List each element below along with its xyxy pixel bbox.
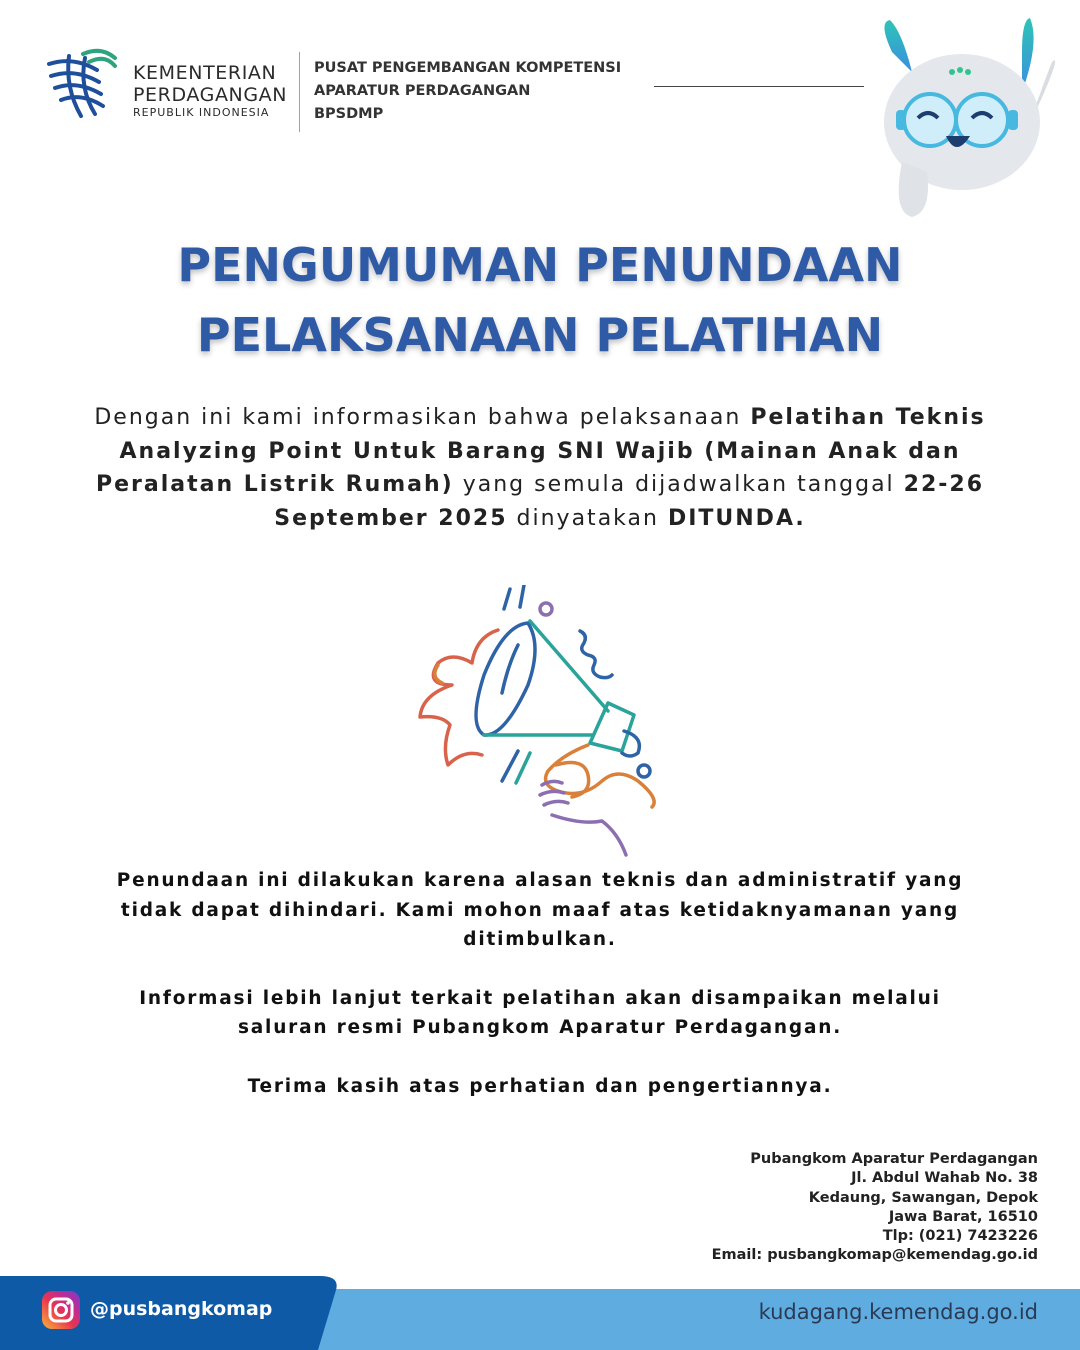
header-rule <box>654 86 864 87</box>
org-name <box>314 57 621 126</box>
org-name-line2: APARATUR PERDAGANGAN <box>314 83 531 99</box>
ministry-name-line2: PERDAGANGAN <box>133 84 288 106</box>
training-name: Pelatihan Teknis Analyzing Point Untuk Barang SNI Wajib (Mainan Anak dan Peralatan Listrik Rumah) <box>95 405 986 497</box>
intro-text-3: dinyatakan <box>507 505 668 531</box>
org-name-line3: BPSDMP <box>314 106 384 122</box>
address-email[interactable]: Email: pusbangkomap@kemendag.go.id <box>711 1247 1038 1264</box>
ministry-name-line1: KEMENTERIAN <box>133 62 277 84</box>
instagram-handle[interactable]: @pusbangkomap <box>90 1298 273 1320</box>
address-phone: Tlp: (021) 7423226 <box>882 1228 1038 1245</box>
announcement-intro <box>90 401 990 535</box>
ministry-name-line3: REPUBLIK INDONESIA <box>133 106 270 119</box>
page-title-line1: PENGUMUMAN PENUNDAAN <box>177 238 903 292</box>
address-name: Pubangkom Aparatur Perdagangan <box>750 1151 1038 1167</box>
announcement-body <box>90 866 990 1130</box>
training-dates: 22-26 September 2025 <box>274 472 985 531</box>
body-paragraph-3: Terima kasih atas perhatian dan pengertiannya. <box>247 1075 833 1097</box>
address-street: Jl. Abdul Wahab No. 38 <box>851 1170 1038 1187</box>
mascot-icon <box>872 12 1068 222</box>
address-area: Kedaung, Sawangan, Depok <box>808 1189 1038 1206</box>
contact-address <box>712 1150 1038 1266</box>
intro-text-2: yang semula dijadwalkan tanggal <box>453 472 904 497</box>
body-paragraph-1: Penundaan ini dilakukan karena alasan teknis dan administratif yang tidak dapat dihindari. Kami mohon maaf atas ketidaknyamanan yang ditimbulkan. <box>116 870 964 950</box>
header <box>0 0 1080 220</box>
header-divider <box>299 52 300 132</box>
body-paragraph-2: Informasi lebih lanjut terkait pelatihan akan disampaikan melalui saluran resmi Pubangkom Aparatur Perdagangan. <box>139 987 941 1038</box>
megaphone-icon <box>412 585 668 860</box>
page-title <box>0 230 1080 370</box>
website-link[interactable]: kudagang.kemendag.go.id <box>758 1300 1038 1324</box>
address-province: Jawa Barat, 16510 <box>888 1208 1038 1225</box>
ministry-logo-icon <box>45 48 117 120</box>
status-text: DITUNDA. <box>667 505 806 531</box>
page-title-line2: PELAKSANAAN PELATIHAN <box>196 308 884 362</box>
ministry-name <box>133 62 287 120</box>
intro-text-1: Dengan ini kami informasikan bahwa pelaksanaan <box>94 405 751 430</box>
instagram-icon[interactable] <box>42 1291 80 1329</box>
org-name-line1: PUSAT PENGEMBANGAN KOMPETENSI <box>314 60 622 76</box>
